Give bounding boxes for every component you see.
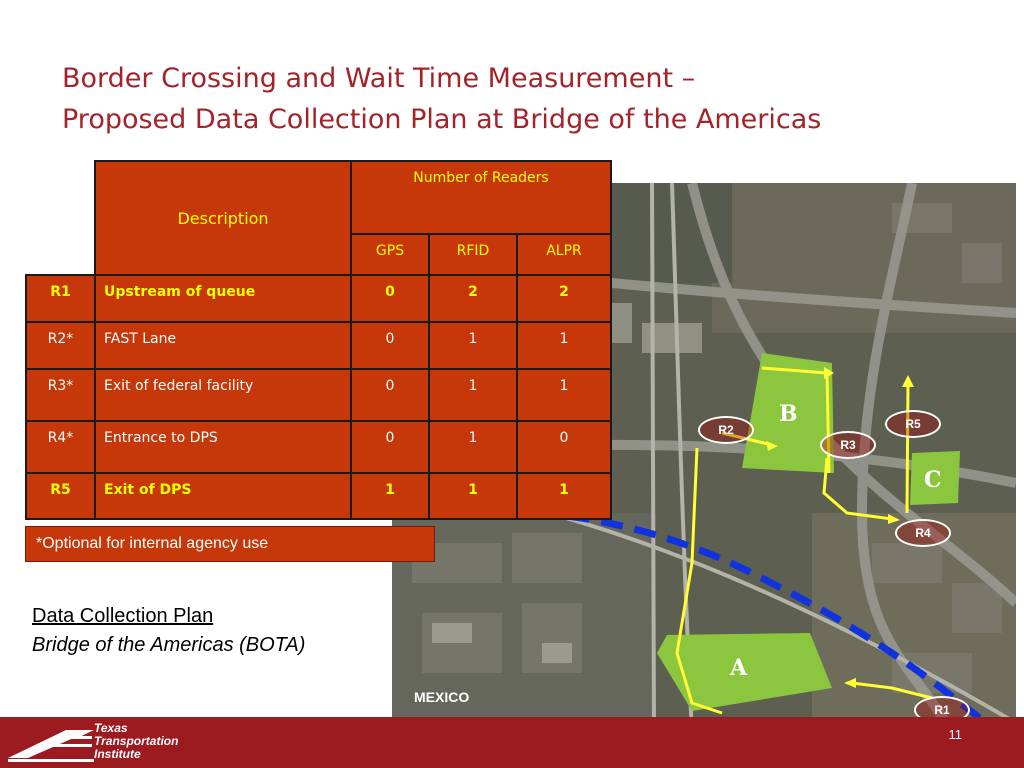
title-line-2: Proposed Data Collection Plan at Bridge of the Americas [62,104,822,135]
row-code: R4* [26,421,95,473]
row-code: R2* [26,322,95,369]
row-description: Upstream of queue [95,275,351,322]
caption-line-1: Data Collection Plan [32,605,214,627]
row-code: R1 [26,275,95,322]
logo-line-2: Transportation [94,734,179,748]
reader-plan-table [25,160,612,520]
title-line-1: Border Crossing and Wait Time Measurement – [62,63,696,94]
slide-title [62,58,1002,140]
table-row [26,322,611,369]
logo-line-1: Texas [94,721,128,735]
footer-bar [0,717,1024,768]
row-alpr: 1 [517,322,611,369]
row-code: R5 [26,473,95,519]
row-alpr: 1 [517,473,611,519]
row-gps: 0 [351,421,429,473]
row-description: Exit of federal facility [95,369,351,421]
table-footnote: *Optional for internal agency use [25,526,435,562]
caption-line-2: Bridge of the Americas (BOTA) [32,634,306,656]
logo-text [94,722,178,761]
row-description: Exit of DPS [95,473,351,519]
reader-r5-marker: R5 [885,410,941,438]
page-number: 11 [948,727,962,742]
row-gps: 0 [351,322,429,369]
header-description: Description [95,161,351,275]
reader-r1-marker: R1 [914,696,970,724]
reader-r4-marker: R4 [895,519,951,547]
row-rfid: 2 [429,275,517,322]
logo-line-3: Institute [94,747,141,761]
table-corner [26,161,95,234]
header-gps: GPS [351,234,429,275]
table-row [26,275,611,322]
row-gps: 0 [351,369,429,421]
country-label: MEXICO [414,689,470,705]
row-gps: 0 [351,275,429,322]
row-rfid: 1 [429,369,517,421]
zone-b-label: B [779,401,798,427]
row-alpr: 0 [517,421,611,473]
row-description: Entrance to DPS [95,421,351,473]
zone-c-label: C [924,467,942,493]
header-alpr: ALPR [517,234,611,275]
zone-a-label: A [730,655,748,681]
row-rfid: 1 [429,322,517,369]
map-caption [32,602,305,660]
header-number-of-readers: Number of Readers [351,161,611,234]
table-row [26,369,611,421]
header-rfid: RFID [429,234,517,275]
row-alpr: 2 [517,275,611,322]
row-gps: 1 [351,473,429,519]
row-description: FAST Lane [95,322,351,369]
table-row [26,421,611,473]
row-rfid: 1 [429,421,517,473]
row-code: R3* [26,369,95,421]
reader-r2-marker: R2 [698,416,754,444]
row-rfid: 1 [429,473,517,519]
table-corner-2 [26,234,95,275]
table-row [26,473,611,519]
row-alpr: 1 [517,369,611,421]
reader-r3-marker: R3 [820,431,876,459]
